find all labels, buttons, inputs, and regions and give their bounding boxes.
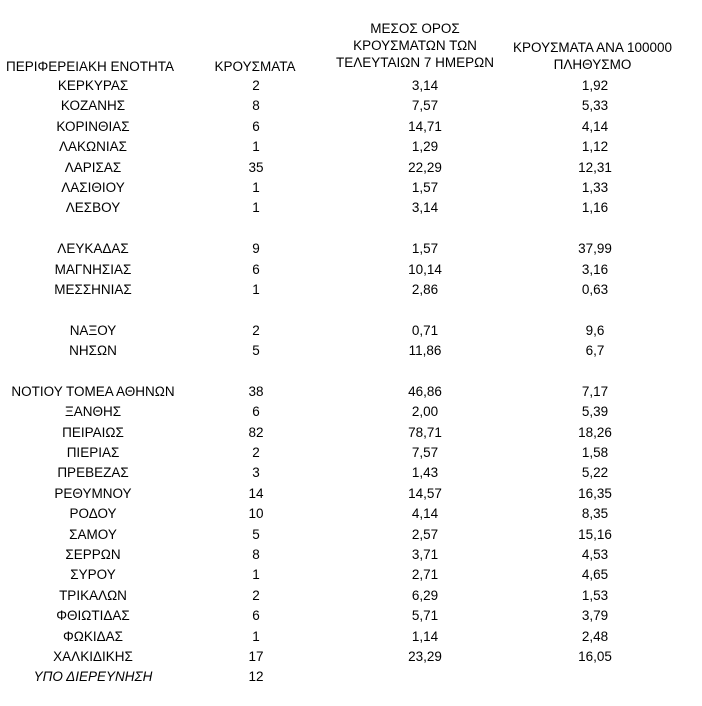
per-100000-cell: 1,12 bbox=[581, 139, 609, 155]
average-cell: 22,29 bbox=[408, 159, 442, 175]
per-100000-cell: 4,53 bbox=[581, 546, 609, 562]
cases-cell: 14 bbox=[248, 485, 264, 501]
header-per-line-2: ΠΛΗΘΥΣΜΟ bbox=[553, 57, 632, 72]
header-avg-line-1: ΜΕΣΟΣ ΟΡΟΣ bbox=[370, 21, 460, 36]
average-cell: 4,14 bbox=[411, 506, 439, 522]
table-row bbox=[0, 382, 702, 402]
per-100000-cell: 7,17 bbox=[581, 383, 609, 399]
table-row bbox=[0, 443, 702, 463]
cases-cell: 2 bbox=[252, 587, 260, 603]
region-cell: ΣΑΜΟΥ bbox=[69, 526, 117, 542]
average-cell: 0,71 bbox=[411, 322, 439, 338]
header-cases: ΚΡΟΥΣΜΑΤΑ bbox=[214, 59, 296, 74]
cases-cell: 82 bbox=[248, 424, 264, 440]
table-row bbox=[0, 545, 702, 565]
per-100000-cell: 8,35 bbox=[581, 506, 609, 522]
table-row bbox=[0, 260, 702, 280]
region-cell: ΛΑΡΙΣΑΣ bbox=[64, 159, 122, 175]
table-row bbox=[0, 402, 702, 422]
region-cell: ΦΘΙΩΤΙΔΑΣ bbox=[56, 608, 130, 624]
region-cell: ΝΟΤΙΟΥ ΤΟΜΕΑ ΑΘΗΝΩΝ bbox=[11, 383, 175, 399]
cases-cell: 6 bbox=[252, 608, 260, 624]
region-cell: ΛΕΣΒΟΥ bbox=[65, 200, 121, 216]
average-cell: 78,71 bbox=[408, 424, 442, 440]
per-100000-cell: 16,05 bbox=[578, 648, 612, 664]
average-cell: 3,14 bbox=[411, 200, 439, 216]
region-cell: ΚΟΖΑΝΗΣ bbox=[60, 98, 126, 114]
table-row bbox=[0, 606, 702, 626]
cases-cell: 2 bbox=[252, 322, 260, 338]
table-row bbox=[0, 158, 702, 178]
average-cell: 1,57 bbox=[411, 179, 439, 195]
region-cell: ΠΙΕΡΙΑΣ bbox=[66, 445, 120, 461]
header-avg-line-3: ΤΕΛΕΥΤΑΙΩΝ 7 ΗΜΕΡΩΝ bbox=[336, 55, 494, 70]
table-row bbox=[0, 504, 702, 524]
header-seven-day-average bbox=[330, 20, 500, 71]
header-cases-per-100000 bbox=[500, 39, 685, 73]
cases-cell: 6 bbox=[252, 118, 260, 134]
cases-cell: 1 bbox=[252, 200, 260, 216]
per-100000-cell: 9,6 bbox=[585, 322, 605, 338]
region-cell: ΡΕΘΥΜΝΟΥ bbox=[54, 485, 132, 501]
table-row bbox=[0, 647, 702, 667]
per-100000-cell: 15,16 bbox=[578, 526, 612, 542]
per-100000-cell: 1,53 bbox=[581, 587, 609, 603]
region-cell: ΝΑΞΟΥ bbox=[69, 322, 117, 338]
cases-cell: 35 bbox=[248, 159, 264, 175]
table-row bbox=[0, 96, 702, 116]
region-cell: ΠΡΕΒΕΖΑΣ bbox=[57, 465, 129, 481]
average-cell: 3,71 bbox=[411, 546, 439, 562]
cases-cell: 8 bbox=[252, 98, 260, 114]
header-avg-line-2: ΚΡΟΥΣΜΑΤΩΝ ΤΩΝ bbox=[353, 38, 477, 53]
region-cell: ΧΑΛΚΙΔΙΚΗΣ bbox=[53, 648, 133, 664]
header-region: ΠΕΡΙΦΕΡΕΙΑΚΗ ΕΝΟΤΗΤΑ bbox=[6, 59, 175, 74]
average-cell: 1,57 bbox=[411, 241, 439, 257]
average-cell: 3,14 bbox=[411, 78, 439, 93]
region-cell: ΤΡΙΚΑΛΩΝ bbox=[59, 587, 127, 603]
region-cell: ΠΕΙΡΑΙΩΣ bbox=[62, 424, 124, 440]
per-100000-cell: 3,79 bbox=[581, 608, 609, 624]
average-cell: 6,29 bbox=[411, 587, 439, 603]
table-row bbox=[0, 321, 702, 341]
table-row bbox=[0, 525, 702, 545]
table-row bbox=[0, 565, 702, 585]
table-row bbox=[0, 198, 702, 218]
per-100000-cell: 2,48 bbox=[581, 628, 609, 644]
table-row bbox=[0, 484, 702, 504]
cases-cell: 3 bbox=[252, 465, 260, 481]
table-row bbox=[0, 341, 702, 361]
table-row bbox=[0, 586, 702, 606]
per-100000-cell: 1,92 bbox=[581, 78, 609, 93]
header-per-line-1: ΚΡΟΥΣΜΑΤΑ ΑΝΑ 100000 bbox=[513, 40, 672, 55]
table-row bbox=[0, 423, 702, 443]
region-cell: ΞΑΝΘΗΣ bbox=[64, 404, 122, 420]
average-cell: 14,71 bbox=[408, 118, 442, 134]
per-100000-cell: 1,33 bbox=[581, 179, 609, 195]
cases-cell: 1 bbox=[252, 281, 260, 297]
cases-cell: 10 bbox=[248, 506, 264, 522]
per-100000-cell: 5,33 bbox=[581, 98, 609, 114]
region-cell: ΣΥΡΟΥ bbox=[70, 567, 116, 583]
region-cell: ΛΕΥΚΑΔΑΣ bbox=[57, 241, 129, 257]
table-row bbox=[0, 667, 702, 687]
table-row bbox=[0, 178, 702, 198]
average-cell: 23,29 bbox=[408, 648, 442, 664]
region-cell: ΛΑΣΙΘΙΟΥ bbox=[61, 179, 125, 195]
region-cell: ΣΕΡΡΩΝ bbox=[65, 546, 121, 562]
table-row bbox=[0, 76, 702, 96]
per-100000-cell: 18,26 bbox=[578, 424, 612, 440]
region-cell: ΥΠΟ ΔΙΕΡΕΥΝΗΣΗ bbox=[33, 669, 153, 685]
table-row bbox=[0, 463, 702, 483]
cases-cell: 6 bbox=[252, 261, 260, 277]
per-100000-cell: 16,35 bbox=[578, 485, 612, 501]
region-cell: ΛΑΚΩΝΙΑΣ bbox=[59, 139, 127, 155]
per-100000-cell: 0,63 bbox=[581, 281, 609, 297]
average-cell: 46,86 bbox=[408, 383, 442, 399]
region-cell: ΦΩΚΙΔΑΣ bbox=[63, 628, 123, 644]
region-cell: ΜΑΓΝΗΣΙΑΣ bbox=[54, 261, 132, 277]
cases-cell: 5 bbox=[252, 343, 260, 359]
cases-cell: 2 bbox=[252, 445, 260, 461]
average-cell: 5,71 bbox=[411, 608, 439, 624]
average-cell: 10,14 bbox=[408, 261, 442, 277]
per-100000-cell: 6,7 bbox=[585, 343, 605, 359]
per-100000-cell: 4,14 bbox=[581, 118, 609, 134]
per-100000-cell: 12,31 bbox=[578, 159, 612, 175]
region-cell: ΝΗΣΩΝ bbox=[69, 343, 117, 359]
region-cell: ΡΟΔΟΥ bbox=[69, 506, 117, 522]
region-cell: ΜΕΣΣΗΝΙΑΣ bbox=[54, 281, 132, 297]
table-row bbox=[0, 137, 702, 157]
cases-cell: 1 bbox=[252, 567, 260, 583]
table-body bbox=[0, 76, 702, 688]
cases-cell: 1 bbox=[252, 139, 260, 155]
average-cell: 7,57 bbox=[411, 98, 439, 114]
average-cell: 1,29 bbox=[411, 139, 439, 155]
average-cell: 2,00 bbox=[411, 404, 439, 420]
average-cell: 2,86 bbox=[411, 281, 439, 297]
per-100000-cell: 4,65 bbox=[581, 567, 609, 583]
per-100000-cell: 5,39 bbox=[581, 404, 609, 420]
cases-cell: 2 bbox=[252, 78, 260, 93]
average-cell: 14,57 bbox=[408, 485, 442, 501]
table-row bbox=[0, 627, 702, 647]
per-100000-cell: 37,99 bbox=[578, 241, 612, 257]
cases-cell: 12 bbox=[248, 669, 264, 685]
average-cell: 7,57 bbox=[411, 445, 439, 461]
per-100000-cell: 3,16 bbox=[581, 261, 609, 277]
cases-cell: 1 bbox=[252, 179, 260, 195]
region-cell: ΚΟΡΙΝΘΙΑΣ bbox=[56, 118, 130, 134]
cases-cell: 5 bbox=[252, 526, 260, 542]
average-cell: 11,86 bbox=[408, 343, 442, 359]
cases-cell: 38 bbox=[248, 383, 264, 399]
cases-cell: 9 bbox=[252, 241, 260, 257]
cases-cell: 17 bbox=[248, 648, 264, 664]
cases-cell: 8 bbox=[252, 546, 260, 562]
cases-cell: 6 bbox=[252, 404, 260, 420]
per-100000-cell: 1,16 bbox=[581, 200, 609, 216]
per-100000-cell: 1,58 bbox=[581, 445, 609, 461]
average-cell: 1,43 bbox=[411, 465, 439, 481]
table-row bbox=[0, 117, 702, 137]
average-cell: 2,57 bbox=[411, 526, 439, 542]
per-100000-cell: 5,22 bbox=[581, 465, 609, 481]
table-row bbox=[0, 280, 702, 300]
average-cell: 2,71 bbox=[411, 567, 439, 583]
average-cell: 1,14 bbox=[411, 628, 439, 644]
region-cell: ΚΕΡΚΥΡΑΣ bbox=[57, 78, 129, 93]
cases-cell: 1 bbox=[252, 628, 260, 644]
table-row bbox=[0, 239, 702, 259]
